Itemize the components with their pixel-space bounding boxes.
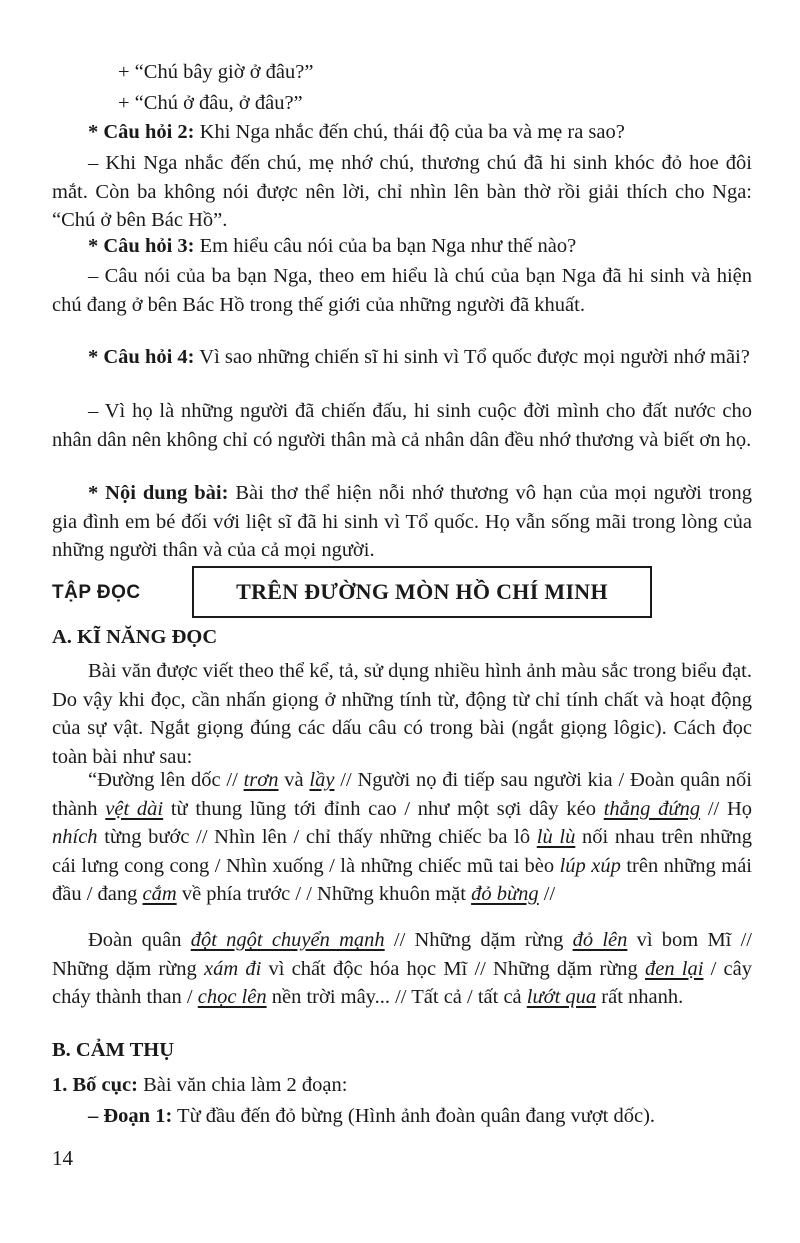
question-4 xyxy=(52,343,752,372)
text-segment: // Họ xyxy=(700,797,752,820)
text-segment: từng bước // Nhìn lên / chỉ thấy những chiếc ba lô xyxy=(97,826,537,848)
emphasized-word: đỏ bừng xyxy=(471,883,539,905)
text-segment: // Những dặm rừng xyxy=(384,929,573,951)
question-label: * Câu hỏi 3: xyxy=(88,235,195,257)
question-text: Em hiểu câu nói của ba bạn Nga như thế nào? xyxy=(194,235,577,257)
emphasized-word: lầy xyxy=(309,769,335,791)
reading-intro: Bài văn được viết theo thể kể, tả, sử dụng nhiều hình ảnh màu sắc trong biểu đạt. Do vậy khi đọc, cần nhấn giọng ở những tính từ, động từ chỉ tính chất và hoạt động của sự vật. Ngắt giọng đúng các dấu câu có trong bài (ngắt giọng lôgic). Cách đọc toàn bài như sau: xyxy=(52,660,752,768)
question-3 xyxy=(88,232,752,260)
page-number: 14 xyxy=(52,1146,73,1170)
text-segment: nền trời mây... // Tất cả / tất cả xyxy=(266,986,527,1008)
lesson-content xyxy=(52,479,752,565)
emphasized-word: chọc lên xyxy=(197,986,267,1008)
text-segment: // xyxy=(538,883,556,905)
paragraph-1-text: Từ đầu đến đỏ bừng (Hình ảnh đoàn quân đang vượt dốc). xyxy=(172,1105,656,1127)
text-segment: vì bom Mĩ // Những dặm rừng xyxy=(52,929,752,980)
italic-word: nhích xyxy=(52,826,98,848)
structure-line xyxy=(52,1071,752,1099)
lesson-title: TRÊN ĐƯỜNG MÒN HỒ CHÍ MINH xyxy=(236,579,608,604)
content-label: * Nội dung bài: xyxy=(88,482,229,504)
text-segment: từ thung lũng tới đỉnh cao / như một sợi dây kéo xyxy=(163,797,604,820)
text-segment: // Người nọ đi tiếp sau người kia / Đoàn quân nối thành xyxy=(52,769,752,820)
answer-2: – Khi Nga nhắc đến chú, mẹ nhớ chú, thương chú đã hi sinh khóc đỏ hoe đôi mắt. Còn ba không nói được nên lời, chỉ nhìn lên bàn thờ rồi giải thích cho Nga: “Chú ở bên Bác Hồ”. xyxy=(52,152,752,231)
text-segment: về phía trước / / Những khuôn mặt xyxy=(176,883,472,905)
section-b-heading: B. CẢM THỤ xyxy=(52,1039,175,1061)
answer-line: + “Chú bây giờ ở đâu?” xyxy=(118,61,314,83)
structure-text: Bài văn chia làm 2 đoạn: xyxy=(137,1074,348,1096)
text-segment: và xyxy=(278,769,310,791)
emphasized-word: lướt qua xyxy=(526,986,597,1008)
text-segment: nối nhau trên những cái lưng cong cong / Nhìn xuống / là những chiếc mũ tai bèo xyxy=(52,826,752,877)
emphasized-word: đột ngột chuyển mạnh xyxy=(190,929,385,951)
italic-word: lúp xúp xyxy=(559,854,621,877)
text-segment: trên những mái đầu / đang xyxy=(52,854,752,905)
question-text: Vì sao những chiến sĩ hi sinh vì Tổ quốc được mọi người nhớ mãi? xyxy=(194,346,750,368)
paragraph-1-line xyxy=(88,1102,752,1130)
emphasized-word: đỏ lên xyxy=(572,929,628,951)
text-segment: rất nhanh. xyxy=(596,986,684,1008)
question-label: * Câu hỏi 4: xyxy=(88,346,195,368)
question-label: * Câu hỏi 2: xyxy=(88,121,195,143)
text-segment: Đoàn quân xyxy=(88,929,191,951)
answer-3: – Câu nói của ba bạn Nga, theo em hiểu là chú của bạn Nga đã hi sinh và hiện chú đang ở bên Bác Hồ trong thế giới của những người đã khuất. xyxy=(52,265,752,316)
emphasized-word: đen lại xyxy=(645,957,704,980)
section-a-heading: A. KĨ NĂNG ĐỌC xyxy=(52,626,218,648)
structure-label: 1. Bố cục: xyxy=(52,1074,138,1096)
reading-paragraph-2 xyxy=(52,926,752,1012)
content-text: Bài thơ thể hiện nỗi nhớ thương vô hạn của mọi người trong gia đình em bé đối với liệt sĩ đã hi sinh vì Tổ quốc. Họ vẫn sống mãi trong lòng của những người thân và của cả mọi người. xyxy=(52,482,752,561)
answer-4: – Vì họ là những người đã chiến đấu, hi sinh cuộc đời mình cho đất nước cho nhân dân nên không chỉ có người thân mà cả nhân dân đều nhớ thương và biết ơn họ. xyxy=(52,400,752,451)
text-segment: “Đường lên dốc // xyxy=(88,769,244,791)
emphasized-word: vệt dài xyxy=(105,797,164,820)
text-segment: vì chất độc hóa học Mĩ // Những dặm rừng xyxy=(261,957,645,980)
emphasized-word: lù lù xyxy=(536,826,576,848)
italic-word: xám đi xyxy=(203,957,262,980)
reading-paragraph-1 xyxy=(52,766,752,909)
text-segment: / cây cháy thành than / xyxy=(52,957,752,1008)
lesson-title-box xyxy=(192,566,652,618)
emphasized-word: thẳng đứng xyxy=(603,797,701,820)
question-2 xyxy=(88,118,752,146)
answer-line: + “Chú ở đâu, ở đâu?” xyxy=(118,92,303,114)
lesson-type-label: TẬP ĐỌC xyxy=(52,582,141,603)
emphasized-word: cắm xyxy=(142,883,177,905)
paragraph-1-label: – Đoạn 1: xyxy=(88,1105,173,1127)
question-text: Khi Nga nhắc đến chú, thái độ của ba và mẹ ra sao? xyxy=(194,121,625,143)
emphasized-word: trơn xyxy=(243,769,279,791)
